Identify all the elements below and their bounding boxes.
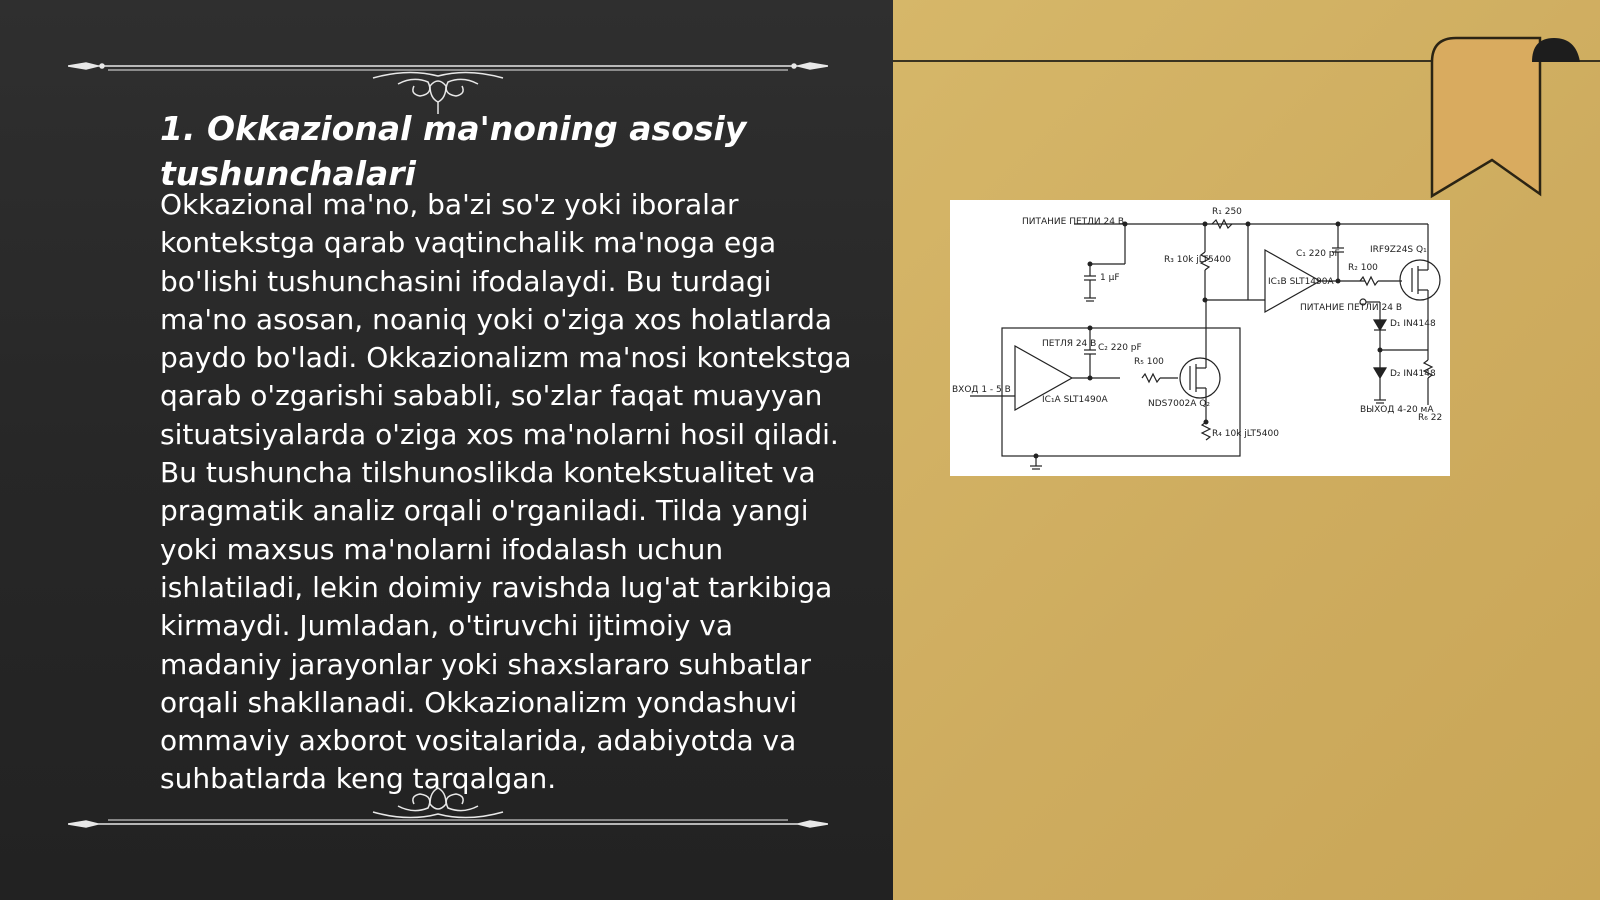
label-ic1b: IC₁B SLT1490A [1268,277,1334,287]
label-r3: R₃ 10k jLT5400 [1164,255,1231,265]
bottom-ornament-divider [68,784,828,834]
label-r5: R₅ 100 [1134,357,1164,367]
label-q2: NDS7002A Q₂ [1148,399,1210,409]
label-r2: R₂ 100 [1348,263,1378,273]
label-r1: R₁ 250 [1212,207,1242,217]
label-d2: D₂ IN4148 [1390,369,1436,379]
circuit-schematic [950,200,1450,476]
label-loop: ПЕТЛЯ 24 В [1042,339,1097,349]
slide-title: 1. Okkazional ma'noning asosiy tushunchalari [160,109,747,193]
label-c2: C₂ 220 pF [1098,343,1142,353]
label-input: ВХОД 1 - 5 В [952,385,1011,395]
label-output: ВЫХОД 4-20 мА [1360,405,1434,415]
label-ic1a: IC₁A SLT1490A [1042,395,1108,405]
label-r6: R₆ 22 [1418,413,1443,423]
label-c1: C₁ 220 pF [1296,249,1340,259]
label-r4: R₄ 10k jLT5400 [1212,429,1279,439]
slide-body-text: Okkazional ma'no, ba'zi so'z yoki iboralar kontekstga qarab vaqtinchalik ma'noga ega bo'lishi tushunchasini ifodalaydi. Bu turdagi ma'no asosan, noaniq yoki o'ziga xos holatlarda paydo bo'ladi. Okkazionalizm ma'nosi kontekstga qarab o'zgarishi sababli, so'zlar faqat muayyan situatsiyalarda o'ziga xos ma'nolarni hosil qiladi. Bu tushuncha tilshunoslikda kontekstualitet va pragmatik analiz orqali o'rganiladi. Tilda yangi yoki maxsus ma'nolarni ifodalash uchun ishlatiladi, lekin doimiy ravishda lug'at tarkibiga kirmaydi. Jumladan, o'tiruvchi ijtimoiy va madaniy jarayonlar yoki shaxslararo suhbatlar orqali shakllanadi. Okkazionalizm yondashuvi ommaviy axborot vositalarida, adabiyotda va suhbatlarda keng tarqalgan. [160,188,852,796]
label-supply-top: ПИТАНИЕ ПЕТЛИ 24 В [1022,217,1125,227]
circuit-diagram [950,200,1450,476]
label-d1: D₁ IN4148 [1390,319,1436,329]
label-supply-mid: ПИТАНИЕ ПЕТЛИ 24 В [1300,303,1403,313]
label-q1: IRF9Z24S Q₁ [1370,245,1427,255]
bookmark-ribbon-icon [1430,34,1600,200]
label-cap-1uf: 1 µF [1100,273,1120,283]
